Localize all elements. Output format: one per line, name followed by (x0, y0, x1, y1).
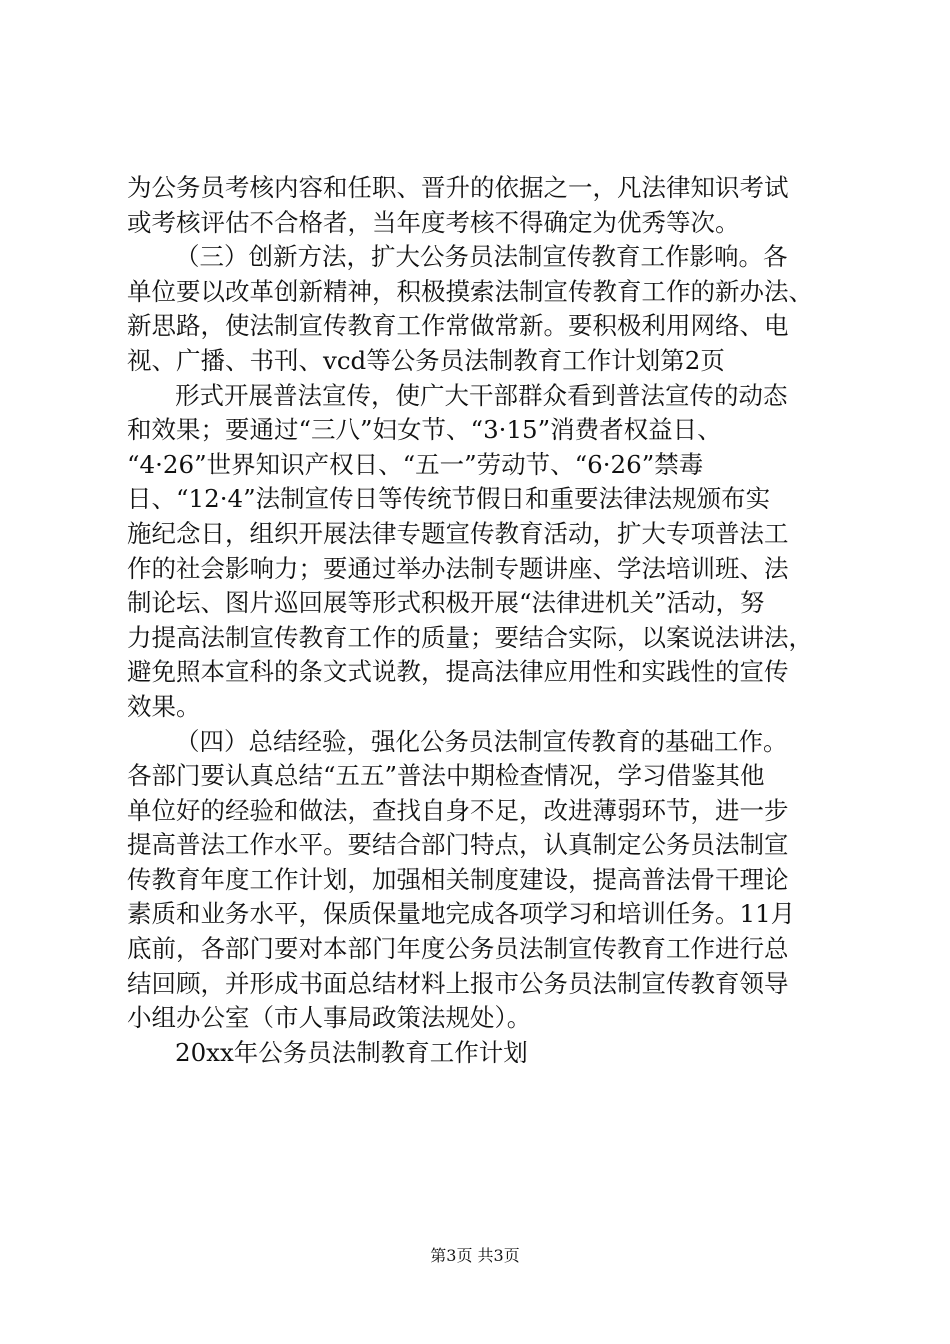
text-line: 日、“12·4”法制宣传日等传统节假日和重要法律法规颁布实 (127, 484, 771, 514)
document-body (127, 171, 837, 1070)
text-line: 力提高法制宣传教育工作的质量；要结合实际，以案说法讲法， (127, 622, 813, 652)
text-line: 结回顾，并形成书面总结材料上报市公务员法制宣传教育领导 (127, 968, 789, 998)
text-line: 形式开展普法宣传，使广大干部群众看到普法宣传的动态 (175, 380, 788, 410)
text-line: 为公务员考核内容和任职、晋升的依据之一，凡法律知识考试 (127, 173, 789, 202)
text-line: 效果。 (127, 691, 201, 721)
text-line: 或考核评估不合格者，当年度考核不得确定为优秀等次。 (127, 207, 740, 237)
text-line: 作的社会影响力；要通过举办法制专题讲座、学法培训班、法 (127, 553, 789, 583)
text-line: 新思路，使法制宣传教育工作常做常新。要积极利用网络、电 (127, 311, 789, 341)
text-line: 传教育年度工作计划，加强相关制度建设，提高普法骨干理论 (127, 864, 789, 894)
text-line: （三）创新方法，扩大公务员法制宣传教育工作影响。各 (175, 242, 788, 272)
text-line: 制论坛、图片巡回展等形式积极开展“法律进机关”活动，努 (127, 588, 765, 618)
text-line: 和效果；要通过“三八”妇女节、“3·15”消费者权益日、 (127, 415, 722, 445)
text-line: 小组办公室（市人事局政策法规处）。 (127, 1003, 532, 1033)
text-line: 各部门要认真总结“五五”普法中期检查情况，学习借鉴其他 (127, 761, 765, 791)
page-footer: 第3页 共3页 (430, 1246, 520, 1265)
text-line: 单位要以改革创新精神，积极摸索法制宣传教育工作的新办法、 (127, 276, 813, 306)
text-line: （四）总结经验，强化公务员法制宣传教育的基础工作。 (175, 726, 788, 756)
text-line: 底前，各部门要对本部门年度公务员法制宣传教育工作进行总 (127, 934, 789, 964)
text-line: 施纪念日，组织开展法律专题宣传教育活动，扩大专项普法工 (127, 518, 789, 548)
text-line: 20xx年公务员法制教育工作计划 (175, 1037, 528, 1067)
text-line: 提高普法工作水平。要结合部门特点，认真制定公务员法制宣 (127, 830, 789, 860)
text-line: 素质和业务水平，保质保量地完成各项学习和培训任务。11月 (127, 899, 796, 929)
text-line: 避免照本宣科的条文式说教，提高法律应用性和实践性的宣传 (127, 657, 789, 687)
text-line: 单位好的经验和做法，查找自身不足，改进薄弱环节，进一步 (127, 795, 789, 825)
text-line: “4·26”世界知识产权日、“五一”劳动节、“6·26”禁毒 (127, 449, 704, 479)
text-line: 视、广播、书刊、vcd等公务员法制教育工作计划第2页 (127, 345, 725, 375)
